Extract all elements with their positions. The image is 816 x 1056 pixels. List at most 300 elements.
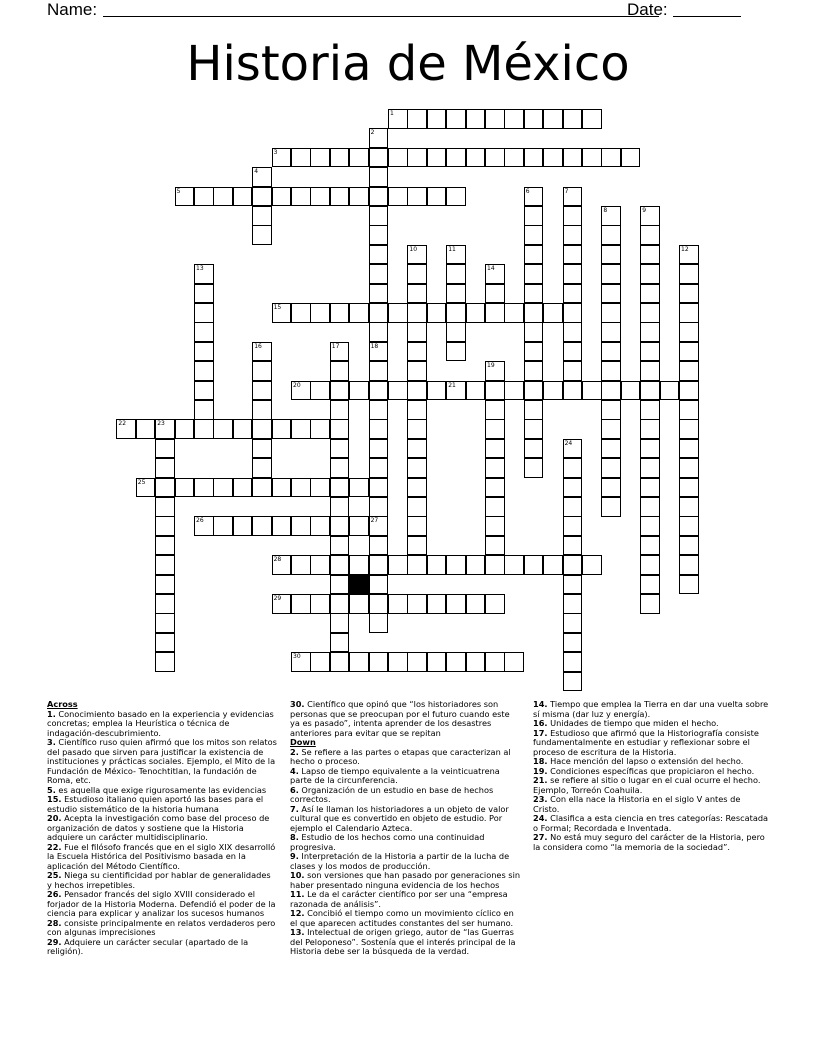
crossword-square[interactable]	[524, 109, 544, 129]
crossword-square[interactable]	[155, 613, 175, 633]
crossword-square[interactable]	[679, 264, 699, 284]
crossword-square[interactable]	[330, 594, 350, 614]
crossword-square[interactable]	[330, 478, 350, 498]
crossword-square[interactable]	[272, 419, 292, 439]
crossword-square[interactable]	[485, 381, 505, 401]
crossword-square[interactable]	[388, 594, 408, 614]
crossword-square[interactable]	[194, 342, 214, 362]
crossword-square[interactable]	[466, 555, 486, 575]
crossword-square[interactable]	[369, 284, 389, 304]
crossword-square[interactable]	[446, 284, 466, 304]
crossword-square[interactable]	[155, 652, 175, 672]
crossword-square[interactable]	[155, 497, 175, 517]
crossword-square[interactable]	[369, 536, 389, 556]
crossword-square[interactable]	[524, 303, 544, 323]
crossword-square[interactable]	[369, 245, 389, 265]
crossword-square[interactable]	[640, 536, 660, 556]
crossword-square[interactable]	[388, 381, 408, 401]
crossword-square[interactable]	[155, 594, 175, 614]
crossword-square[interactable]	[330, 536, 350, 556]
crossword-square[interactable]	[563, 381, 583, 401]
crossword-square[interactable]	[524, 381, 544, 401]
crossword-square[interactable]	[601, 400, 621, 420]
crossword-square[interactable]	[679, 458, 699, 478]
crossword-square[interactable]	[388, 303, 408, 323]
crossword-square[interactable]	[640, 439, 660, 459]
crossword-square[interactable]	[330, 652, 350, 672]
crossword-square[interactable]	[563, 536, 583, 556]
crossword-square[interactable]	[310, 303, 330, 323]
crossword-square[interactable]	[679, 575, 699, 595]
crossword-square[interactable]	[679, 419, 699, 439]
crossword-square[interactable]	[330, 187, 350, 207]
crossword-square[interactable]	[485, 458, 505, 478]
crossword-square[interactable]	[407, 594, 427, 614]
crossword-square[interactable]	[563, 109, 583, 129]
crossword-square[interactable]	[369, 497, 389, 517]
crossword-square[interactable]	[485, 516, 505, 536]
crossword-square[interactable]	[155, 575, 175, 595]
crossword-square[interactable]	[349, 381, 369, 401]
crossword-square[interactable]	[252, 225, 272, 245]
crossword-square[interactable]	[213, 478, 233, 498]
crossword-square[interactable]	[330, 497, 350, 517]
crossword-square[interactable]	[407, 458, 427, 478]
crossword-square[interactable]	[679, 478, 699, 498]
crossword-square[interactable]	[524, 148, 544, 168]
crossword-square[interactable]	[640, 497, 660, 517]
crossword-square[interactable]	[446, 109, 466, 129]
crossword-square[interactable]	[679, 284, 699, 304]
crossword-square[interactable]	[563, 613, 583, 633]
crossword-square[interactable]	[407, 342, 427, 362]
crossword-square[interactable]	[233, 187, 253, 207]
crossword-square[interactable]	[252, 516, 272, 536]
crossword-square[interactable]	[601, 439, 621, 459]
crossword-square[interactable]	[369, 439, 389, 459]
crossword-square[interactable]	[601, 303, 621, 323]
crossword-square[interactable]	[679, 555, 699, 575]
crossword-square[interactable]	[427, 652, 447, 672]
crossword-square[interactable]	[601, 361, 621, 381]
crossword-square[interactable]	[310, 555, 330, 575]
crossword-square[interactable]	[601, 497, 621, 517]
crossword-square[interactable]	[252, 419, 272, 439]
crossword-square[interactable]	[466, 109, 486, 129]
crossword-square[interactable]	[679, 536, 699, 556]
crossword-square[interactable]	[640, 381, 660, 401]
crossword-square[interactable]	[543, 555, 563, 575]
crossword-square[interactable]	[155, 633, 175, 653]
crossword-square[interactable]	[233, 419, 253, 439]
crossword-square[interactable]	[640, 264, 660, 284]
crossword-square[interactable]	[272, 516, 292, 536]
crossword-square[interactable]	[446, 303, 466, 323]
crossword-square[interactable]	[194, 361, 214, 381]
crossword-square[interactable]	[407, 497, 427, 517]
crossword-square[interactable]	[563, 245, 583, 265]
crossword-square[interactable]	[369, 419, 389, 439]
crossword-square[interactable]	[349, 187, 369, 207]
crossword-square[interactable]	[252, 187, 272, 207]
crossword-square[interactable]	[679, 497, 699, 517]
crossword-square[interactable]	[330, 303, 350, 323]
crossword-square[interactable]	[524, 264, 544, 284]
crossword-square[interactable]	[660, 381, 680, 401]
crossword-square[interactable]	[175, 419, 195, 439]
crossword-square[interactable]	[330, 381, 350, 401]
crossword-square[interactable]	[679, 516, 699, 536]
crossword-square[interactable]	[155, 439, 175, 459]
crossword-square[interactable]	[194, 381, 214, 401]
crossword-square[interactable]	[640, 303, 660, 323]
crossword-square[interactable]	[369, 303, 389, 323]
crossword-square[interactable]	[407, 264, 427, 284]
crossword-square[interactable]	[563, 342, 583, 362]
crossword-square[interactable]	[524, 342, 544, 362]
crossword-square[interactable]	[369, 458, 389, 478]
crossword-square[interactable]	[504, 555, 524, 575]
crossword-square[interactable]	[601, 342, 621, 362]
crossword-square[interactable]	[679, 303, 699, 323]
crossword-square[interactable]	[504, 303, 524, 323]
crossword-square[interactable]	[640, 245, 660, 265]
crossword-square[interactable]	[446, 652, 466, 672]
crossword-square[interactable]	[446, 264, 466, 284]
crossword-square[interactable]	[407, 536, 427, 556]
crossword-square[interactable]	[640, 322, 660, 342]
crossword-square[interactable]	[330, 575, 350, 595]
crossword-square[interactable]	[524, 206, 544, 226]
crossword-square[interactable]	[446, 322, 466, 342]
crossword-square[interactable]	[194, 187, 214, 207]
crossword-square[interactable]	[407, 381, 427, 401]
crossword-square[interactable]	[388, 187, 408, 207]
crossword-square[interactable]	[640, 400, 660, 420]
crossword-square[interactable]	[582, 555, 602, 575]
crossword-square[interactable]	[640, 594, 660, 614]
crossword-square[interactable]	[369, 652, 389, 672]
crossword-square[interactable]	[485, 419, 505, 439]
crossword-square[interactable]	[427, 381, 447, 401]
crossword-square[interactable]	[330, 361, 350, 381]
crossword-square[interactable]	[485, 303, 505, 323]
crossword-square[interactable]	[466, 303, 486, 323]
crossword-square[interactable]	[563, 458, 583, 478]
crossword-square[interactable]	[330, 439, 350, 459]
crossword-square[interactable]	[485, 555, 505, 575]
crossword-square[interactable]	[407, 109, 427, 129]
crossword-square[interactable]	[485, 109, 505, 129]
crossword-square[interactable]	[504, 109, 524, 129]
crossword-square[interactable]	[213, 419, 233, 439]
crossword-square[interactable]	[466, 652, 486, 672]
crossword-square[interactable]	[524, 439, 544, 459]
crossword-square[interactable]	[543, 381, 563, 401]
crossword-square[interactable]	[310, 419, 330, 439]
crossword-square[interactable]	[485, 652, 505, 672]
crossword-square[interactable]	[369, 381, 389, 401]
crossword-square[interactable]	[349, 652, 369, 672]
crossword-square[interactable]	[407, 419, 427, 439]
crossword-square[interactable]	[291, 148, 311, 168]
crossword-square[interactable]	[349, 516, 369, 536]
crossword-square[interactable]	[563, 672, 583, 692]
crossword-square[interactable]	[446, 555, 466, 575]
crossword-square[interactable]	[349, 148, 369, 168]
crossword-square[interactable]	[175, 478, 195, 498]
crossword-square[interactable]	[155, 458, 175, 478]
crossword-square[interactable]	[640, 516, 660, 536]
crossword-square[interactable]	[446, 148, 466, 168]
crossword-square[interactable]	[446, 187, 466, 207]
crossword-square[interactable]	[563, 361, 583, 381]
crossword-square[interactable]	[621, 148, 641, 168]
crossword-square[interactable]	[427, 109, 447, 129]
crossword-square[interactable]	[485, 439, 505, 459]
crossword-square[interactable]	[369, 187, 389, 207]
crossword-square[interactable]	[291, 594, 311, 614]
crossword-square[interactable]	[407, 322, 427, 342]
crossword-square[interactable]	[194, 478, 214, 498]
crossword-square[interactable]	[349, 594, 369, 614]
crossword-square[interactable]	[310, 478, 330, 498]
crossword-square[interactable]	[504, 381, 524, 401]
crossword-square[interactable]	[563, 575, 583, 595]
crossword-square[interactable]	[679, 400, 699, 420]
crossword-square[interactable]	[485, 478, 505, 498]
crossword-square[interactable]	[407, 478, 427, 498]
crossword-square[interactable]	[446, 342, 466, 362]
crossword-square[interactable]	[155, 516, 175, 536]
crossword-square[interactable]	[640, 458, 660, 478]
crossword-square[interactable]	[291, 419, 311, 439]
crossword-square[interactable]	[194, 419, 214, 439]
crossword-square[interactable]	[213, 187, 233, 207]
crossword-square[interactable]	[369, 148, 389, 168]
crossword-square[interactable]	[388, 148, 408, 168]
crossword-square[interactable]	[563, 478, 583, 498]
crossword-square[interactable]	[466, 381, 486, 401]
crossword-square[interactable]	[679, 439, 699, 459]
crossword-square[interactable]	[679, 322, 699, 342]
crossword-square[interactable]	[524, 419, 544, 439]
crossword-square[interactable]	[524, 225, 544, 245]
crossword-square[interactable]	[640, 575, 660, 595]
crossword-square[interactable]	[601, 381, 621, 401]
crossword-square[interactable]	[563, 497, 583, 517]
crossword-square[interactable]	[563, 206, 583, 226]
crossword-square[interactable]	[136, 419, 156, 439]
crossword-square[interactable]	[369, 575, 389, 595]
crossword-square[interactable]	[194, 303, 214, 323]
crossword-square[interactable]	[310, 148, 330, 168]
crossword-square[interactable]	[563, 516, 583, 536]
crossword-square[interactable]	[563, 555, 583, 575]
crossword-square[interactable]	[369, 167, 389, 187]
crossword-square[interactable]	[563, 264, 583, 284]
crossword-square[interactable]	[407, 303, 427, 323]
crossword-square[interactable]	[291, 555, 311, 575]
crossword-square[interactable]	[194, 284, 214, 304]
crossword-square[interactable]	[407, 555, 427, 575]
crossword-square[interactable]	[563, 148, 583, 168]
crossword-square[interactable]	[640, 478, 660, 498]
crossword-square[interactable]	[252, 206, 272, 226]
crossword-square[interactable]	[310, 381, 330, 401]
crossword-square[interactable]	[640, 342, 660, 362]
crossword-square[interactable]	[407, 187, 427, 207]
crossword-square[interactable]	[330, 613, 350, 633]
crossword-square[interactable]	[330, 458, 350, 478]
crossword-square[interactable]	[369, 206, 389, 226]
crossword-square[interactable]	[252, 381, 272, 401]
crossword-square[interactable]	[466, 594, 486, 614]
crossword-square[interactable]	[213, 516, 233, 536]
crossword-square[interactable]	[369, 555, 389, 575]
crossword-square[interactable]	[640, 419, 660, 439]
crossword-square[interactable]	[427, 303, 447, 323]
crossword-square[interactable]	[407, 516, 427, 536]
crossword-square[interactable]	[524, 555, 544, 575]
crossword-square[interactable]	[369, 613, 389, 633]
crossword-square[interactable]	[330, 419, 350, 439]
crossword-square[interactable]	[407, 652, 427, 672]
crossword-square[interactable]	[407, 400, 427, 420]
crossword-square[interactable]	[466, 148, 486, 168]
crossword-square[interactable]	[524, 400, 544, 420]
crossword-square[interactable]	[407, 439, 427, 459]
crossword-square[interactable]	[194, 400, 214, 420]
crossword-square[interactable]	[272, 187, 292, 207]
crossword-square[interactable]	[155, 536, 175, 556]
crossword-square[interactable]	[233, 516, 253, 536]
crossword-square[interactable]	[601, 458, 621, 478]
crossword-square[interactable]	[369, 594, 389, 614]
crossword-square[interactable]	[543, 109, 563, 129]
crossword-square[interactable]	[524, 458, 544, 478]
crossword-square[interactable]	[640, 284, 660, 304]
crossword-square[interactable]	[233, 478, 253, 498]
crossword-square[interactable]	[543, 303, 563, 323]
crossword-square[interactable]	[194, 322, 214, 342]
crossword-square[interactable]	[601, 478, 621, 498]
crossword-square[interactable]	[485, 400, 505, 420]
crossword-square[interactable]	[524, 361, 544, 381]
crossword-square[interactable]	[601, 419, 621, 439]
crossword-square[interactable]	[407, 284, 427, 304]
crossword-square[interactable]	[407, 148, 427, 168]
crossword-square[interactable]	[369, 225, 389, 245]
crossword-square[interactable]	[252, 361, 272, 381]
crossword-square[interactable]	[427, 594, 447, 614]
crossword-square[interactable]	[388, 652, 408, 672]
crossword-square[interactable]	[582, 109, 602, 129]
crossword-square[interactable]	[369, 361, 389, 381]
crossword-square[interactable]	[252, 439, 272, 459]
crossword-square[interactable]	[427, 555, 447, 575]
crossword-square[interactable]	[310, 594, 330, 614]
crossword-square[interactable]	[369, 400, 389, 420]
crossword-square[interactable]	[291, 303, 311, 323]
crossword-square[interactable]	[563, 652, 583, 672]
crossword-square[interactable]	[524, 322, 544, 342]
crossword-square[interactable]	[621, 381, 641, 401]
crossword-square[interactable]	[640, 361, 660, 381]
crossword-square[interactable]	[543, 148, 563, 168]
crossword-square[interactable]	[601, 264, 621, 284]
crossword-square[interactable]	[252, 458, 272, 478]
crossword-square[interactable]	[582, 381, 602, 401]
crossword-square[interactable]	[446, 594, 466, 614]
crossword-square[interactable]	[388, 555, 408, 575]
crossword-square[interactable]	[485, 536, 505, 556]
crossword-square[interactable]	[369, 478, 389, 498]
crossword-square[interactable]	[485, 148, 505, 168]
crossword-square[interactable]	[582, 148, 602, 168]
crossword-square[interactable]	[369, 264, 389, 284]
crossword-square[interactable]	[330, 555, 350, 575]
crossword-square[interactable]	[601, 284, 621, 304]
crossword-square[interactable]	[272, 478, 292, 498]
crossword-square[interactable]	[291, 187, 311, 207]
crossword-square[interactable]	[601, 322, 621, 342]
crossword-square[interactable]	[601, 148, 621, 168]
crossword-square[interactable]	[563, 303, 583, 323]
crossword-square[interactable]	[155, 478, 175, 498]
crossword-square[interactable]	[330, 516, 350, 536]
crossword-square[interactable]	[563, 284, 583, 304]
crossword-square[interactable]	[504, 148, 524, 168]
crossword-square[interactable]	[679, 342, 699, 362]
crossword-square[interactable]	[155, 555, 175, 575]
crossword-square[interactable]	[640, 225, 660, 245]
crossword-square[interactable]	[291, 516, 311, 536]
crossword-square[interactable]	[563, 594, 583, 614]
crossword-square[interactable]	[252, 400, 272, 420]
crossword-square[interactable]	[485, 284, 505, 304]
crossword-square[interactable]	[563, 322, 583, 342]
crossword-square[interactable]	[679, 381, 699, 401]
crossword-square[interactable]	[563, 225, 583, 245]
crossword-square[interactable]	[252, 478, 272, 498]
crossword-square[interactable]	[524, 245, 544, 265]
crossword-square[interactable]	[310, 187, 330, 207]
crossword-square[interactable]	[291, 478, 311, 498]
crossword-square[interactable]	[330, 633, 350, 653]
crossword-square[interactable]	[349, 478, 369, 498]
crossword-square[interactable]	[563, 633, 583, 653]
crossword-square[interactable]	[310, 652, 330, 672]
crossword-square[interactable]	[601, 225, 621, 245]
crossword-square[interactable]	[407, 361, 427, 381]
crossword-square[interactable]	[601, 245, 621, 265]
crossword-square[interactable]	[330, 400, 350, 420]
crossword-square[interactable]	[485, 497, 505, 517]
crossword-square[interactable]	[330, 148, 350, 168]
crossword-square[interactable]	[427, 148, 447, 168]
crossword-square[interactable]	[524, 284, 544, 304]
crossword-square[interactable]	[679, 361, 699, 381]
crossword-square[interactable]	[349, 303, 369, 323]
crossword-square[interactable]	[369, 322, 389, 342]
crossword-square[interactable]	[485, 594, 505, 614]
crossword-square[interactable]	[427, 187, 447, 207]
crossword-square[interactable]	[504, 652, 524, 672]
crossword-square[interactable]	[640, 555, 660, 575]
crossword-square[interactable]	[349, 555, 369, 575]
crossword-square[interactable]	[310, 516, 330, 536]
